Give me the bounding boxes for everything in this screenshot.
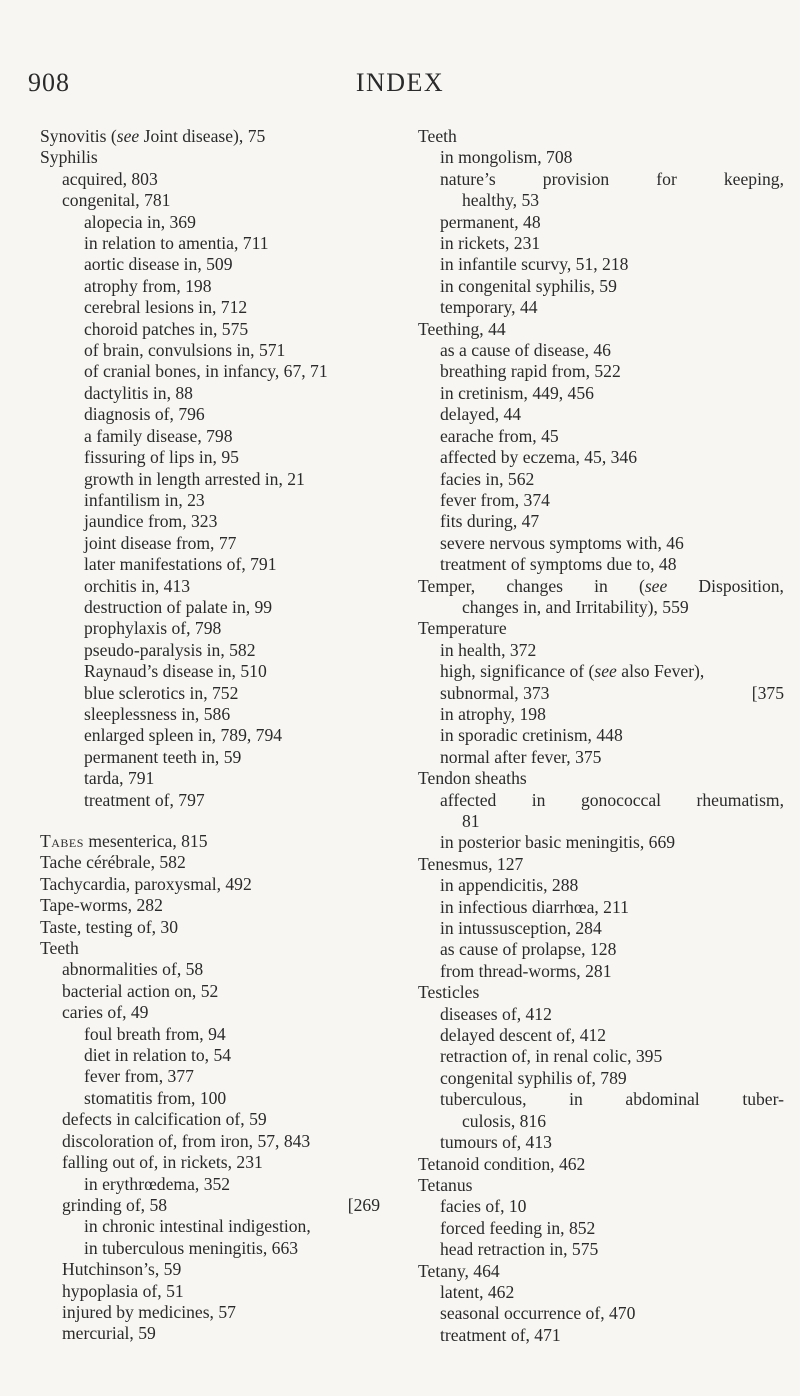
index-subsubentry: choroid patches in, 575 xyxy=(84,318,249,339)
index-subsubentry: enlarged spleen in, 789, 794 xyxy=(84,725,283,746)
index-subsubentry: fissuring of lips in, 95 xyxy=(84,447,239,468)
index-subsubentry: stomatitis from, 100 xyxy=(84,1087,227,1108)
index-subsubentry: in tuberculous meningitis, 663 xyxy=(84,1237,299,1258)
index-subentry: falling out of, in rickets, 231 xyxy=(62,1152,263,1173)
index-subentry: diseases of, 412 xyxy=(440,1003,552,1024)
page-title: INDEX xyxy=(355,68,445,97)
index-entry-testicles: Testicles xyxy=(418,982,480,1003)
index-subentry: Hutchinson’s, 59 xyxy=(62,1259,182,1280)
index-subentry-gonococcal: affected in gonococcal rheumatism, xyxy=(440,789,784,810)
index-subsubentry: foul breath from, 94 xyxy=(84,1023,226,1044)
index-subentry: injured by medicines, 57 xyxy=(62,1301,236,1322)
index-entry-teeth: Teeth xyxy=(418,126,457,146)
index-subsubentry: Raynaud’s disease in, 510 xyxy=(84,661,267,682)
index-subentry: tumours of, 413 xyxy=(440,1132,552,1153)
index-subentry: acquired, 803 xyxy=(62,168,158,189)
index-subentry: in health, 372 xyxy=(440,639,537,660)
index-subentry: in posterior basic meningitis, 669 xyxy=(440,832,676,853)
index-subsubentry: blue sclerotics in, 752 xyxy=(84,682,239,703)
index-subentry: fever from, 374 xyxy=(440,489,550,510)
index-subentry-high: high, significance of (see also Fever), xyxy=(440,661,705,682)
index-subentry: delayed, 44 xyxy=(440,404,522,425)
index-subsubentry: aortic disease in, 509 xyxy=(84,254,233,275)
continuation-marker: [269 xyxy=(347,1194,380,1215)
index-subentry: earache from, 45 xyxy=(440,425,559,446)
index-continuation: changes in, and Irritability), 559 xyxy=(462,596,689,617)
index-subentry-grinding: grinding of, 58 [269 xyxy=(62,1194,380,1215)
index-entry-teething: Teething, 44 xyxy=(418,318,506,339)
index-subsubentry: in chronic intestinal indigestion, xyxy=(84,1216,311,1237)
index-entry-tabes: Tabes mesenterica, 815 xyxy=(40,831,208,851)
index-subsubentry: pseudo-paralysis in, 582 xyxy=(84,639,256,660)
index-subentry-tuberculous: tuberculous, in abdominal tuber- xyxy=(440,1089,784,1110)
index-subsubentry: fever from, 377 xyxy=(84,1066,194,1087)
index-subentry: latent, 462 xyxy=(440,1281,515,1302)
index-subentry: in appendicitis, 288 xyxy=(440,875,579,896)
index-column-right xyxy=(418,126,784,1346)
index-subentry: caries of, 49 xyxy=(62,1002,149,1023)
index-subentry: congenital syphilis of, 789 xyxy=(440,1067,627,1088)
index-column-left xyxy=(40,126,380,1345)
continuation-marker: [375 xyxy=(751,682,784,703)
index-entry: Tape-worms, 282 xyxy=(40,895,163,916)
index-subentry: treatment of symptoms due to, 48 xyxy=(440,554,677,575)
index-subsubentry: alopecia in, 369 xyxy=(84,211,196,232)
index-subsubentry: diagnosis of, 796 xyxy=(84,404,205,425)
index-entry: Tachycardia, paroxysmal, 492 xyxy=(40,873,252,894)
index-subentry: in mongolism, 708 xyxy=(440,147,573,168)
index-subsubentry: diet in relation to, 54 xyxy=(84,1045,232,1066)
index-subsubentry: atrophy from, 198 xyxy=(84,275,212,296)
index-continuation: culosis, 816 xyxy=(462,1110,547,1131)
index-continuation: 81 xyxy=(462,811,480,831)
index-subentry: in atrophy, 198 xyxy=(440,703,546,724)
index-subsubentry: growth in length arrested in, 21 xyxy=(84,468,305,489)
index-continuation: healthy, 53 xyxy=(462,190,540,211)
index-subentry: delayed descent of, 412 xyxy=(440,1025,607,1046)
index-subsubentry: infantilism in, 23 xyxy=(84,489,205,510)
index-subentry: treatment of, 471 xyxy=(440,1324,561,1345)
index-entry-temperature: Temperature xyxy=(418,618,507,639)
page-number: 908 xyxy=(28,68,70,97)
index-subentry: abnormalities of, 58 xyxy=(62,959,204,980)
index-entry: Taste, testing of, 30 xyxy=(40,916,179,937)
index-entry-temper: Temper, changes in (see Disposition, xyxy=(418,575,784,596)
index-subentry: discoloration of, from iron, 57, 843 xyxy=(62,1130,311,1151)
index-subentry: congenital, 781 xyxy=(62,190,171,211)
index-subentry: from thread-worms, 281 xyxy=(440,960,612,981)
index-subentry: head retraction in, 575 xyxy=(440,1239,599,1260)
index-entry-tetanus: Tetanus xyxy=(418,1174,473,1195)
index-subsubentry: permanent teeth in, 59 xyxy=(84,746,242,767)
index-subsubentry: dactylitis in, 88 xyxy=(84,382,193,403)
index-entry-tetany: Tetany, 464 xyxy=(418,1260,500,1281)
page-header xyxy=(0,68,800,108)
index-subsubentry: orchitis in, 413 xyxy=(84,575,191,596)
index-entry-syphilis: Syphilis xyxy=(40,147,98,168)
index-subsubentry: jaundice from, 323 xyxy=(84,511,218,532)
index-subentry-subnormal: subnormal, 373 [375 xyxy=(440,682,784,703)
index-subsubentry: of brain, convulsions in, 571 xyxy=(84,340,286,361)
index-entry-tendon: Tendon sheaths xyxy=(418,768,527,789)
index-subentry: bacterial action on, 52 xyxy=(62,980,219,1001)
index-subentry: as cause of prolapse, 128 xyxy=(440,939,617,960)
index-subentry: fits during, 47 xyxy=(440,511,540,532)
index-entry-tetanoid: Tetanoid condition, 462 xyxy=(418,1153,586,1174)
index-subentry: mercurial, 59 xyxy=(62,1323,156,1344)
index-subentry: normal after fever, 375 xyxy=(440,746,602,767)
index-subentry: seasonal occurrence of, 470 xyxy=(440,1303,636,1324)
index-entry-synovitis: Synovitis (see Joint disease), 75 xyxy=(40,126,266,146)
index-subsubentry: of cranial bones, in infancy, 67, 71 xyxy=(84,361,328,382)
index-subentry: temporary, 44 xyxy=(440,297,538,318)
index-subsubentry: joint disease from, 77 xyxy=(84,532,237,553)
index-subsubentry: in relation to amentia, 711 xyxy=(84,233,269,254)
index-subentry: as a cause of disease, 46 xyxy=(440,340,611,361)
index-subentry: in infectious diarrhœa, 211 xyxy=(440,896,629,917)
index-subentry: defects in calcification of, 59 xyxy=(62,1109,267,1130)
index-subentry: in congenital syphilis, 59 xyxy=(440,275,617,296)
index-subsubentry: a family disease, 798 xyxy=(84,425,233,446)
index-subentry: hypoplasia of, 51 xyxy=(62,1280,184,1301)
index-subentry: forced feeding in, 852 xyxy=(440,1217,596,1238)
index-subentry: breathing rapid from, 522 xyxy=(440,361,621,382)
index-subsubentry: in erythrœdema, 352 xyxy=(84,1173,231,1194)
index-subentry-nature: nature’s provision for keeping, xyxy=(440,168,784,189)
index-subentry: retraction of, in renal colic, 395 xyxy=(440,1046,663,1067)
index-subentry: in intussusception, 284 xyxy=(440,918,602,939)
index-subsubentry: prophylaxis of, 798 xyxy=(84,618,222,639)
index-subentry: permanent, 48 xyxy=(440,211,541,232)
index-subentry: severe nervous symptoms with, 46 xyxy=(440,532,684,553)
index-entry-tenesmus: Tenesmus, 127 xyxy=(418,853,524,874)
index-subentry: affected by eczema, 45, 346 xyxy=(440,447,638,468)
index-subentry: in rickets, 231 xyxy=(440,233,541,254)
index-subentry: in sporadic cretinism, 448 xyxy=(440,725,623,746)
index-subsubentry: sleeplessness in, 586 xyxy=(84,703,231,724)
index-subsubentry: later manifestations of, 791 xyxy=(84,554,277,575)
index-subentry: facies in, 562 xyxy=(440,468,535,489)
index-subsubentry: treatment of, 797 xyxy=(84,789,205,810)
index-subentry: in infantile scurvy, 51, 218 xyxy=(440,254,629,275)
index-subentry: in cretinism, 449, 456 xyxy=(440,382,594,403)
index-subentry: facies of, 10 xyxy=(440,1196,527,1217)
index-entry-teeth: Teeth xyxy=(40,938,79,959)
index-subsubentry: cerebral lesions in, 712 xyxy=(84,297,248,318)
index-entry: Tache cérébrale, 582 xyxy=(40,852,186,873)
index-subsubentry: tarda, 791 xyxy=(84,768,155,789)
index-subsubentry: destruction of palate in, 99 xyxy=(84,596,273,617)
